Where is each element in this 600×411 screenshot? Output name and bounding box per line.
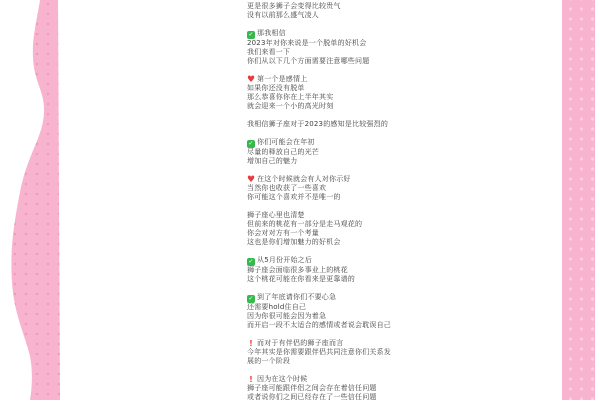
text-line bbox=[247, 75, 477, 84]
exclamation-icon: ! bbox=[249, 375, 253, 384]
text-line: 那么恭喜你你在上半年其实 bbox=[247, 93, 334, 101]
right-lace-ribbon bbox=[562, 0, 595, 400]
section-heading-text: 在这个时候就会有人对你示好 bbox=[257, 175, 351, 183]
text-section bbox=[247, 293, 477, 330]
heart-icon: ♥ bbox=[247, 175, 256, 185]
text-line: 你可能这个喜欢并不是唯一的 bbox=[247, 193, 341, 201]
check-icon: ✓ bbox=[248, 140, 254, 147]
text-line bbox=[247, 29, 477, 39]
text-section bbox=[247, 256, 477, 284]
text-line: 2023年对你来说是一个脱单的好机会 bbox=[247, 39, 367, 47]
left-lace-ribbon bbox=[0, 0, 70, 400]
left-ribbon-dots bbox=[11, 0, 60, 400]
text-section bbox=[247, 339, 477, 366]
text-line: 我相信狮子座对于2023的感知是比较强烈的 bbox=[247, 120, 389, 128]
text-line: 没有以前那么盛气凌人 bbox=[247, 11, 319, 19]
text-line: 因为你很可能会因为着急 bbox=[247, 312, 327, 320]
section-heading-text: 那我相信 bbox=[257, 29, 286, 37]
text-section bbox=[247, 375, 477, 402]
text-line bbox=[247, 339, 477, 348]
text-line: 这个桃花可能在你看来是更靠谱的 bbox=[247, 275, 355, 283]
section-heading-text: 你们可能会在年初 bbox=[257, 138, 315, 146]
exclamation-icon: ! bbox=[249, 339, 253, 348]
text-line bbox=[247, 293, 477, 303]
text-line: 还需要hold住自己 bbox=[247, 303, 307, 311]
section-heading-text: 第一个是感情上 bbox=[257, 75, 308, 83]
text-line: 或者说你们之间已经存在了一些信任问题 bbox=[247, 393, 377, 401]
text-section bbox=[247, 138, 477, 166]
text-line bbox=[247, 138, 477, 148]
text-line: 狮子座心里也清楚 bbox=[247, 211, 305, 219]
text-line: 你们从以下几个方面需要注意哪些问题 bbox=[247, 57, 370, 65]
text-line: 如果你还没有脱单 bbox=[247, 84, 305, 92]
text-section bbox=[247, 2, 477, 20]
text-line bbox=[247, 256, 477, 266]
text-line: 当然你也收获了一些喜欢 bbox=[247, 184, 327, 192]
text-line bbox=[247, 375, 477, 384]
section-heading-text: 因为在这个时候 bbox=[257, 375, 308, 383]
text-section bbox=[247, 211, 477, 247]
text-section bbox=[247, 75, 477, 111]
check-icon: ✓ bbox=[248, 31, 254, 38]
section-heading-text: 从5月份开始之后 bbox=[257, 256, 313, 264]
text-line: 你会对对方有一个考量 bbox=[247, 229, 319, 237]
text-line: 展的一个阶段 bbox=[247, 357, 291, 365]
text-line: 尽量的释放自己的光芒 bbox=[247, 148, 319, 156]
check-icon: ✓ bbox=[248, 258, 254, 265]
section-heading-text: 到了年底请你们不要心急 bbox=[257, 293, 337, 301]
text-section bbox=[247, 120, 477, 129]
text-line: 我们来看一下 bbox=[247, 48, 291, 56]
heart-icon: ♥ bbox=[247, 75, 256, 85]
text-line: 而开启一段不太适合的感情或者说会耽误自己 bbox=[247, 321, 391, 329]
text-line: 但前来的桃花有一部分是走马观花的 bbox=[247, 220, 363, 228]
text-section bbox=[247, 29, 477, 66]
text-line: 狮子座会面临很多事业上的桃花 bbox=[247, 266, 348, 274]
check-icon: ✓ bbox=[248, 295, 254, 302]
text-line: 狮子座可能跟伴侣之间会存在着信任问题 bbox=[247, 384, 377, 392]
text-line: 增加自己的魅力 bbox=[247, 157, 298, 165]
text-line: 就会迎来一个小的高光时刻 bbox=[247, 102, 334, 110]
section-heading-text: 而对于有伴侣的狮子座而言 bbox=[257, 339, 344, 347]
text-line: 更是很多狮子会变得比较贵气 bbox=[247, 2, 341, 10]
text-line: 这也是你们增加魅力的好机会 bbox=[247, 238, 341, 246]
text-line bbox=[247, 175, 477, 184]
text-section bbox=[247, 175, 477, 202]
article-text bbox=[247, 2, 477, 411]
text-line: 今年其实是你需要跟伴侣共同注意你们关系发 bbox=[247, 348, 391, 356]
